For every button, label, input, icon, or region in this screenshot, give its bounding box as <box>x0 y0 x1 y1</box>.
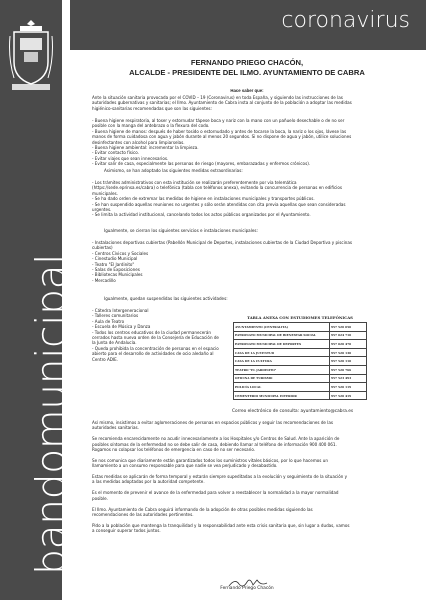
text-line: a conseguir superar todos juntos. <box>92 528 161 534</box>
extraordinary-measures <box>92 180 410 218</box>
text-line: - Bibliotecas Municipales <box>92 272 143 278</box>
phone-table-row <box>234 365 367 374</box>
closed-facilities <box>92 240 410 283</box>
text-line: autoridades sanitarias. <box>92 425 139 431</box>
text-line: Centro ADIE. <box>92 356 119 362</box>
text-line: recomendaciones de las autoridades pertinentes. <box>92 511 194 517</box>
text-line: higiénico-sanitarias recomendadas que son las siguientes: <box>92 105 212 111</box>
hygiene-measures <box>92 118 410 167</box>
text-line: - Cátedra Intergeneracional <box>92 308 149 313</box>
phone-service-name: PATRONATO MUNICIPAL DE DEPORTES <box>234 340 330 349</box>
phone-table <box>233 322 367 400</box>
phone-service-name: CEMENTERIO MUNICIPAL INTERIOR <box>234 391 330 400</box>
text-line: - Evitar salir de casa, especialmente las personas de riesgo (mayores, embarazadas y enfermos crónicos). <box>92 161 311 167</box>
suspended-intro: Igualmente, quedan suspendidas las siguientes actividades: <box>104 296 228 301</box>
suspended-activities <box>92 308 230 362</box>
text-line: - Queda prohibida la concentración de personas en el espacio <box>92 345 219 351</box>
text-line: - Buena higiene ambiental: incrementar la limpieza. <box>92 145 199 151</box>
email-line: Correo electrónico de consulta: ayuntamiento@cabra.es <box>232 409 354 414</box>
mayor-name: FERNANDO PRIEGO CHACÓN, <box>190 58 304 67</box>
text-line: posible con la manga del antebrazo o la flexura del codo. <box>92 123 210 129</box>
text-line: autoridades gubernativas y sanitarias; el Ilmo. Ayuntamiento de Cabra insta al conjunto de la población a adoptar las medidas <box>92 100 352 106</box>
bando-municipal-label: bandomunicipal <box>27 253 75 575</box>
measures-intro: Asimismo, se han adoptado las siguientes medidas extraordinarias: <box>104 168 243 173</box>
text-line: posibles síntomas de la enfermedad no se debe salir de casa, debiendo llamar al teléfono de información 900 400 061. <box>92 441 337 447</box>
text-line: (https://sede.eprinsa.es/cabra) o telefónica (tabla con teléfonos anexa), evitando la concurrencia de personas en edificios <box>92 185 342 191</box>
closing-paragraphs <box>92 420 410 534</box>
text-line: llamamiento a un consumo responsable para que nadie se vea perjudicado y desabastido. <box>92 463 278 469</box>
text-line: - Los trámites administrativos con esta institución se realizarán preferentemente por vía telemática <box>92 180 297 185</box>
text-line: - Talleres comunitarios <box>92 313 139 319</box>
text-line: - Buena higiene de manos: después de haber tosido o estornudado y antes de tocarse la boca, la nariz o los ojos, lávese las <box>92 128 347 134</box>
phone-table-row <box>234 348 367 357</box>
phone-number: 957 024 710 <box>330 331 367 340</box>
sidebar <box>0 0 75 600</box>
text-line: Ante la situación sanitaria provocada por el COVID – 19 (Coronavirus) en toda España, y siguiendo las instrucciones de las <box>92 95 343 100</box>
text-line: a las medidas adoptadas por la autoridad competente. <box>92 479 205 485</box>
mayor-title: ALCALDE - PRESIDENTE DEL ILMO. AYUNTAMIENTO DE CABRA <box>129 68 365 77</box>
text-line: - Cinestudio Municipal <box>92 256 138 262</box>
phone-service-name: POLICÍA LOCAL <box>234 383 330 392</box>
header-bar <box>70 0 426 50</box>
text-line: - Escuela de Música y Danza <box>92 324 151 330</box>
phone-table-title: TABLA ANEXA CON ESTUDIOMES TELEFÓNICAS <box>247 315 353 320</box>
phone-number: 957 520 130 <box>330 348 367 357</box>
text-line: la Junta de Andalucía. <box>92 340 137 346</box>
text-line: Rogamos no colapsar los teléfonos de emergencia en caso de no ser necesario. <box>92 447 256 453</box>
text-line: - Evitar viajes que sean innecesarios. <box>92 155 169 161</box>
closed-intro: Igualmente, se cierran los siguientes servicios e instalaciones municipales: <box>104 228 258 233</box>
hace-saber: Hace saber que: <box>230 88 264 93</box>
text-line: - Centros Cívicos y Sociales <box>92 250 149 256</box>
text-line: - Se limita la actividad institucional, cancelando todos los actos públicos organizados por el Ayuntamiento. <box>92 212 311 218</box>
text-line: Estas medidas se aplicarán de forma temporal y estarán siempre supeditadas a la evolución y seguimiento de la situación y <box>92 474 348 480</box>
phone-service-name: CASA DE LA CULTURA <box>234 357 330 366</box>
text-line: - Teatro "El Jardinito" <box>92 261 135 267</box>
phone-service-name: AYUNTAMIENTO (CENTRALITA) <box>234 323 330 332</box>
text-line: Pido a la población que mantenga la tranquilidad y la responsabilidad ante esta crisis sanitaria que, sin lugar a dudas, vamos <box>92 522 350 528</box>
phone-number: 957 520 766 <box>330 365 367 374</box>
text-line: - Evitar contacto físico. <box>92 150 139 156</box>
phone-number: 957 520 419 <box>330 391 367 400</box>
text-line: municipales. <box>92 190 118 196</box>
phone-service-name: PATRONATO MUNICIPAL DE BIENESTAR SOCIAL <box>234 331 330 340</box>
text-line: - Instalaciones deportivas cubiertas (Pabellón Municipal de Deportes, instalaciones cubiertas de la Ciudad Deportiva y piscinas <box>92 240 352 245</box>
phone-table-row <box>234 331 367 340</box>
phone-number: 957 520 110 <box>330 357 367 366</box>
text-line: cerrados hasta nueva orden de la Consejería de Educación de <box>92 335 219 341</box>
text-line: Es el momento de prevenir el avance de la enfermedad para volver a reestablecer la normalidad a la mayor normalidad <box>92 490 339 496</box>
phone-number: 957 020 470 <box>330 340 367 349</box>
phone-number: 957 523 493 <box>330 374 367 383</box>
text-line: abierto para el desarrollo de actividades de ocio aledaño al <box>92 351 214 357</box>
phone-service-name: OFICINA DE TURISMO <box>234 374 330 383</box>
text-line: - Salas de Exposiciones <box>92 267 140 273</box>
phone-table-row <box>234 383 367 392</box>
phone-number: 957 520 050 <box>330 323 367 332</box>
text-line: desinfectantes con alcohol para limpiarselas. <box>92 139 185 145</box>
header-title: coronavirus <box>281 8 410 33</box>
phone-table-row <box>234 391 367 400</box>
text-line: - Todos los centros educativos de la ciudad permanecerán <box>92 329 212 335</box>
text-line: - Aula de Teatro <box>92 318 125 324</box>
text-line: posible. <box>92 495 108 501</box>
text-line: Se recomienda encarecidamente no acudir innecesariamente a los Hospitales y/o Centros de Salud. Ante la aparición de <box>92 436 340 442</box>
phone-service-name: CASA DE LA JUVENTUD <box>234 348 330 357</box>
phone-service-name: TEATRO "EL JARDINITO" <box>234 365 330 374</box>
phone-table-row <box>234 340 367 349</box>
text-line: - Mercadillo <box>92 277 116 283</box>
text-line: Se nos comunica que diariamente están garantizados todos los suministros vitales básicos, por lo que hacemos un <box>92 457 328 463</box>
text-line: El Ilmo. Ayuntamiento de Cabra seguirá informando de la adopción de otras posibles medidas siguiendo las <box>92 506 313 512</box>
text-line: - Se han suspendido aquellas reuniones no urgentes y sólo serán atendidas con cita previa aquellas que sean consideradas <box>92 201 346 207</box>
text-line: cubiertas) <box>92 245 113 251</box>
text-line: manos de forma cuidadosa con agua y jabón durante al menos 20 segundos. Si no dispone de agua y jabón, utilice soluciones <box>92 134 352 140</box>
phone-table-row <box>234 357 367 366</box>
phone-table-row <box>234 374 367 383</box>
signature-name: Fernando Priego Chacón <box>220 586 274 591</box>
text-line: Así mismo, insistimos a evitar aglomeraciones de personas en espacios públicos y seguir las recomendaciones de las <box>92 420 334 425</box>
text-line: urgentes. <box>92 207 112 213</box>
intro-paragraph <box>92 95 410 111</box>
coat-of-arms-icon <box>8 18 54 94</box>
text-line: - Se ha dado orden de extremar las medidas de higiene en instalaciones municipales y transportes públicos. <box>92 196 315 202</box>
text-line: - Buena higiene respiratoria, al toser y estornudar tápese boca y nariz con la mano con un pañuelo desechable o de no ser <box>92 118 345 123</box>
phone-number: 957 520 119 <box>330 383 367 392</box>
phone-table-row <box>234 323 367 332</box>
